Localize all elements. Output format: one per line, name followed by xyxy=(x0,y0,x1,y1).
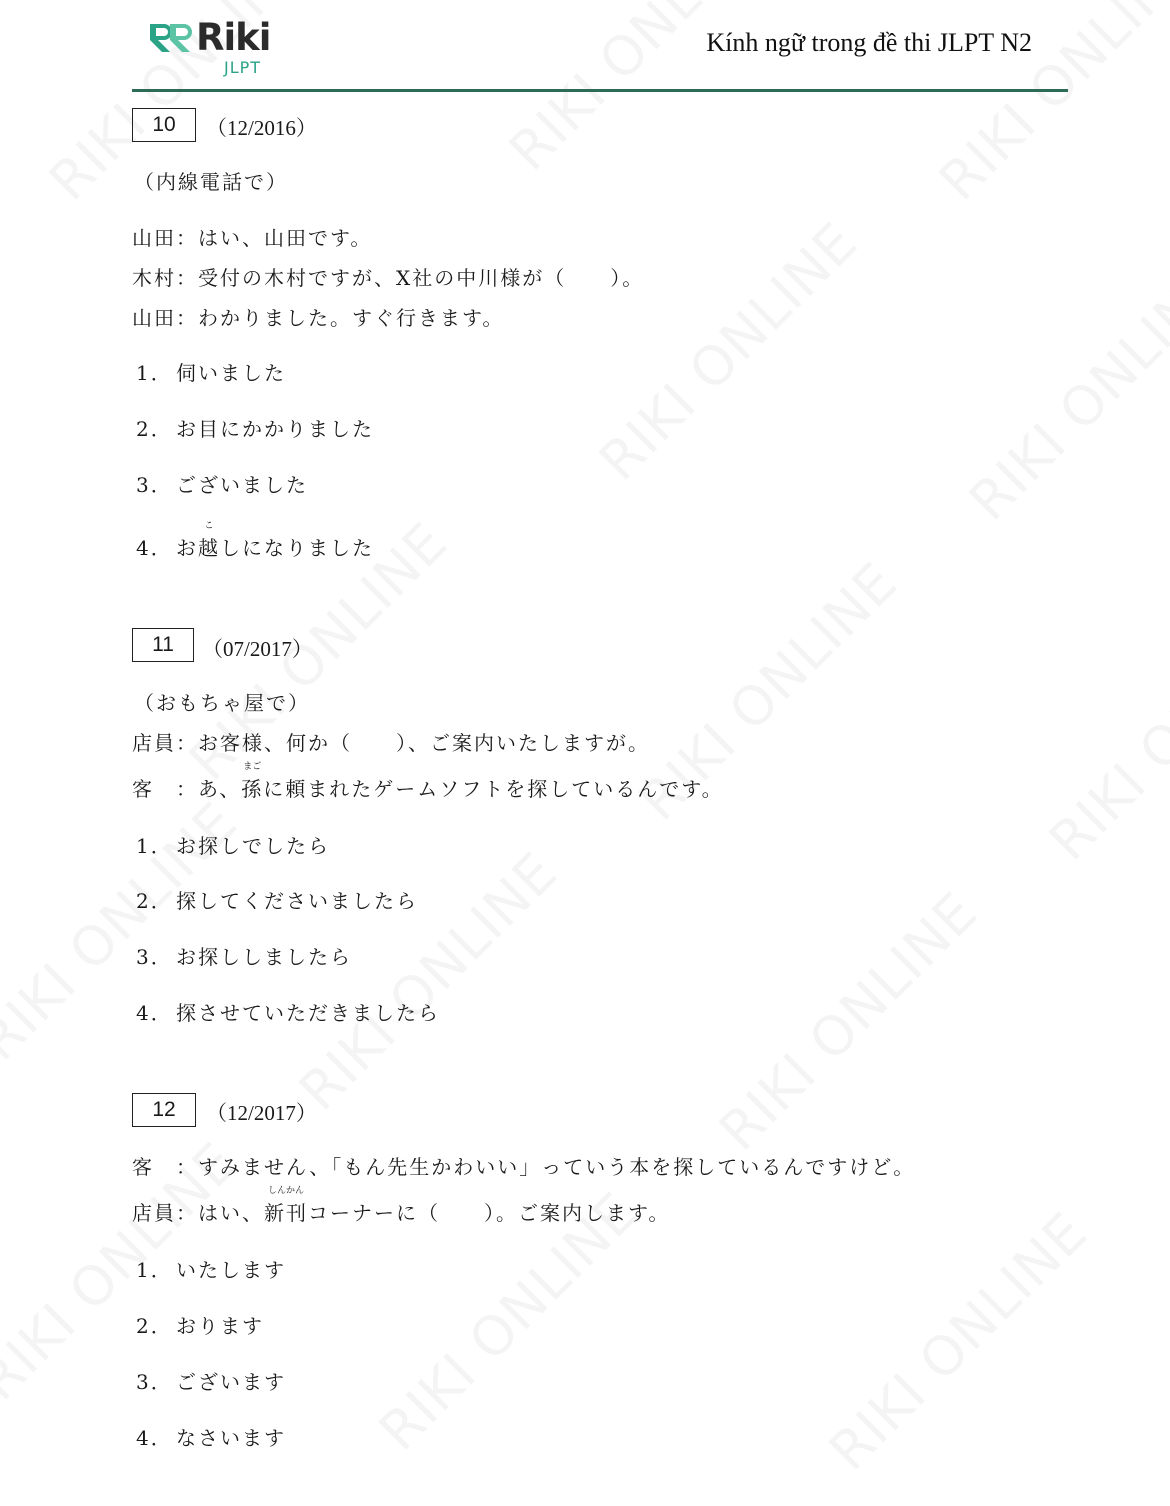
option-number: 2． xyxy=(136,417,173,441)
option-number: 4． xyxy=(136,536,173,560)
question-number-box: 11 xyxy=(132,628,194,662)
question-date: （12/2016） xyxy=(206,116,317,140)
ruby-base: 新刊 xyxy=(264,1201,308,1225)
watermark xyxy=(817,1200,1099,1482)
watermark xyxy=(287,840,569,1122)
dialogue-text: 店員：はい、 xyxy=(132,1201,264,1225)
riki-logo xyxy=(148,16,288,80)
question-number-box: 10 xyxy=(132,108,196,142)
dialogue-text: コーナーに（ ）。ご案内します。 xyxy=(308,1201,671,1225)
question-date: （12/2017） xyxy=(206,1101,317,1125)
furigana-word xyxy=(198,521,220,561)
answer-option[interactable] xyxy=(136,997,440,1026)
watermark xyxy=(707,880,989,1162)
answer-option[interactable] xyxy=(136,469,308,498)
option-text: お探ししましたら xyxy=(176,945,352,969)
watermark xyxy=(957,250,1170,532)
question-context: （おもちゃ屋で） xyxy=(134,691,310,715)
answer-option[interactable] xyxy=(136,357,286,386)
option-number: 3． xyxy=(136,945,173,969)
option-text: 伺いました xyxy=(176,361,286,385)
document-title: Kính ngữ trong đề thi JLPT N2 xyxy=(706,28,1032,57)
option-number: 1． xyxy=(136,1258,173,1282)
dialogue-text: 客 ：あ、 xyxy=(132,777,242,801)
option-text: なさいます xyxy=(176,1426,286,1450)
watermark xyxy=(1037,590,1170,872)
question-context: （内線電話で） xyxy=(134,170,288,194)
question-number-box: 12 xyxy=(132,1093,196,1127)
dialogue-line: 客 ：すみません、「もん先生かわいい」っていう本を探しているんですけど。 xyxy=(132,1155,916,1179)
answer-option[interactable] xyxy=(136,1254,286,1283)
dialogue-line: 店員：お客様、何か（ ）、ご案内いたしますが。 xyxy=(132,731,650,755)
answer-option[interactable] xyxy=(136,413,374,442)
option-text: お xyxy=(176,536,198,560)
option-text: 探してくださいましたら xyxy=(176,889,418,913)
option-text: おります xyxy=(176,1314,264,1338)
watermark xyxy=(587,210,869,492)
option-text: お探しでしたら xyxy=(176,834,330,858)
answer-option[interactable] xyxy=(136,1310,264,1339)
dialogue-line: 山田：わかりました。すぐ行きます。 xyxy=(132,306,505,330)
furigana: まご xyxy=(243,762,262,772)
dialogue-line: 木村：受付の木村ですが、X社の中川様が（ ）。 xyxy=(132,266,645,290)
option-number: 1． xyxy=(136,834,173,858)
answer-option[interactable] xyxy=(136,1366,286,1395)
dialogue-line: 山田：はい、山田です。 xyxy=(132,226,373,250)
option-number: 1． xyxy=(136,361,173,385)
header-rule xyxy=(132,89,1068,92)
option-text: 探させていただきましたら xyxy=(176,1001,440,1025)
option-text: いたします xyxy=(176,1258,286,1282)
riki-logo-icon xyxy=(148,20,194,54)
dialogue-text: に頼まれたゲームソフトを探しているんです。 xyxy=(263,777,724,801)
option-text: お目にかかりました xyxy=(176,417,374,441)
ruby-base: 越 xyxy=(198,536,220,560)
dialogue-line xyxy=(132,762,724,802)
dialogue-line xyxy=(132,1186,671,1226)
page-header xyxy=(132,0,1068,94)
option-number: 2． xyxy=(136,1314,173,1338)
option-number: 3． xyxy=(136,473,173,497)
option-number: 4． xyxy=(136,1426,173,1450)
logo-subtitle: JLPT xyxy=(224,58,262,77)
answer-option[interactable] xyxy=(136,521,374,561)
ruby-base: 孫 xyxy=(241,777,264,801)
furigana-word xyxy=(264,1186,308,1226)
answer-option[interactable] xyxy=(136,941,352,970)
answer-option[interactable] xyxy=(136,1422,286,1451)
furigana: こ xyxy=(204,521,214,531)
option-text: ございます xyxy=(176,1370,286,1394)
logo-wordmark: Riki xyxy=(196,16,271,59)
furigana-word xyxy=(241,762,264,802)
option-text: ございました xyxy=(176,473,308,497)
option-number: 2． xyxy=(136,889,173,913)
option-text: しになりました xyxy=(220,536,374,560)
furigana: しんかん xyxy=(267,1186,305,1196)
answer-option[interactable] xyxy=(136,830,330,859)
option-number: 3． xyxy=(136,1370,173,1394)
option-number: 4． xyxy=(136,1001,173,1025)
answer-option[interactable] xyxy=(136,885,418,914)
question-date: （07/2017） xyxy=(202,637,313,661)
